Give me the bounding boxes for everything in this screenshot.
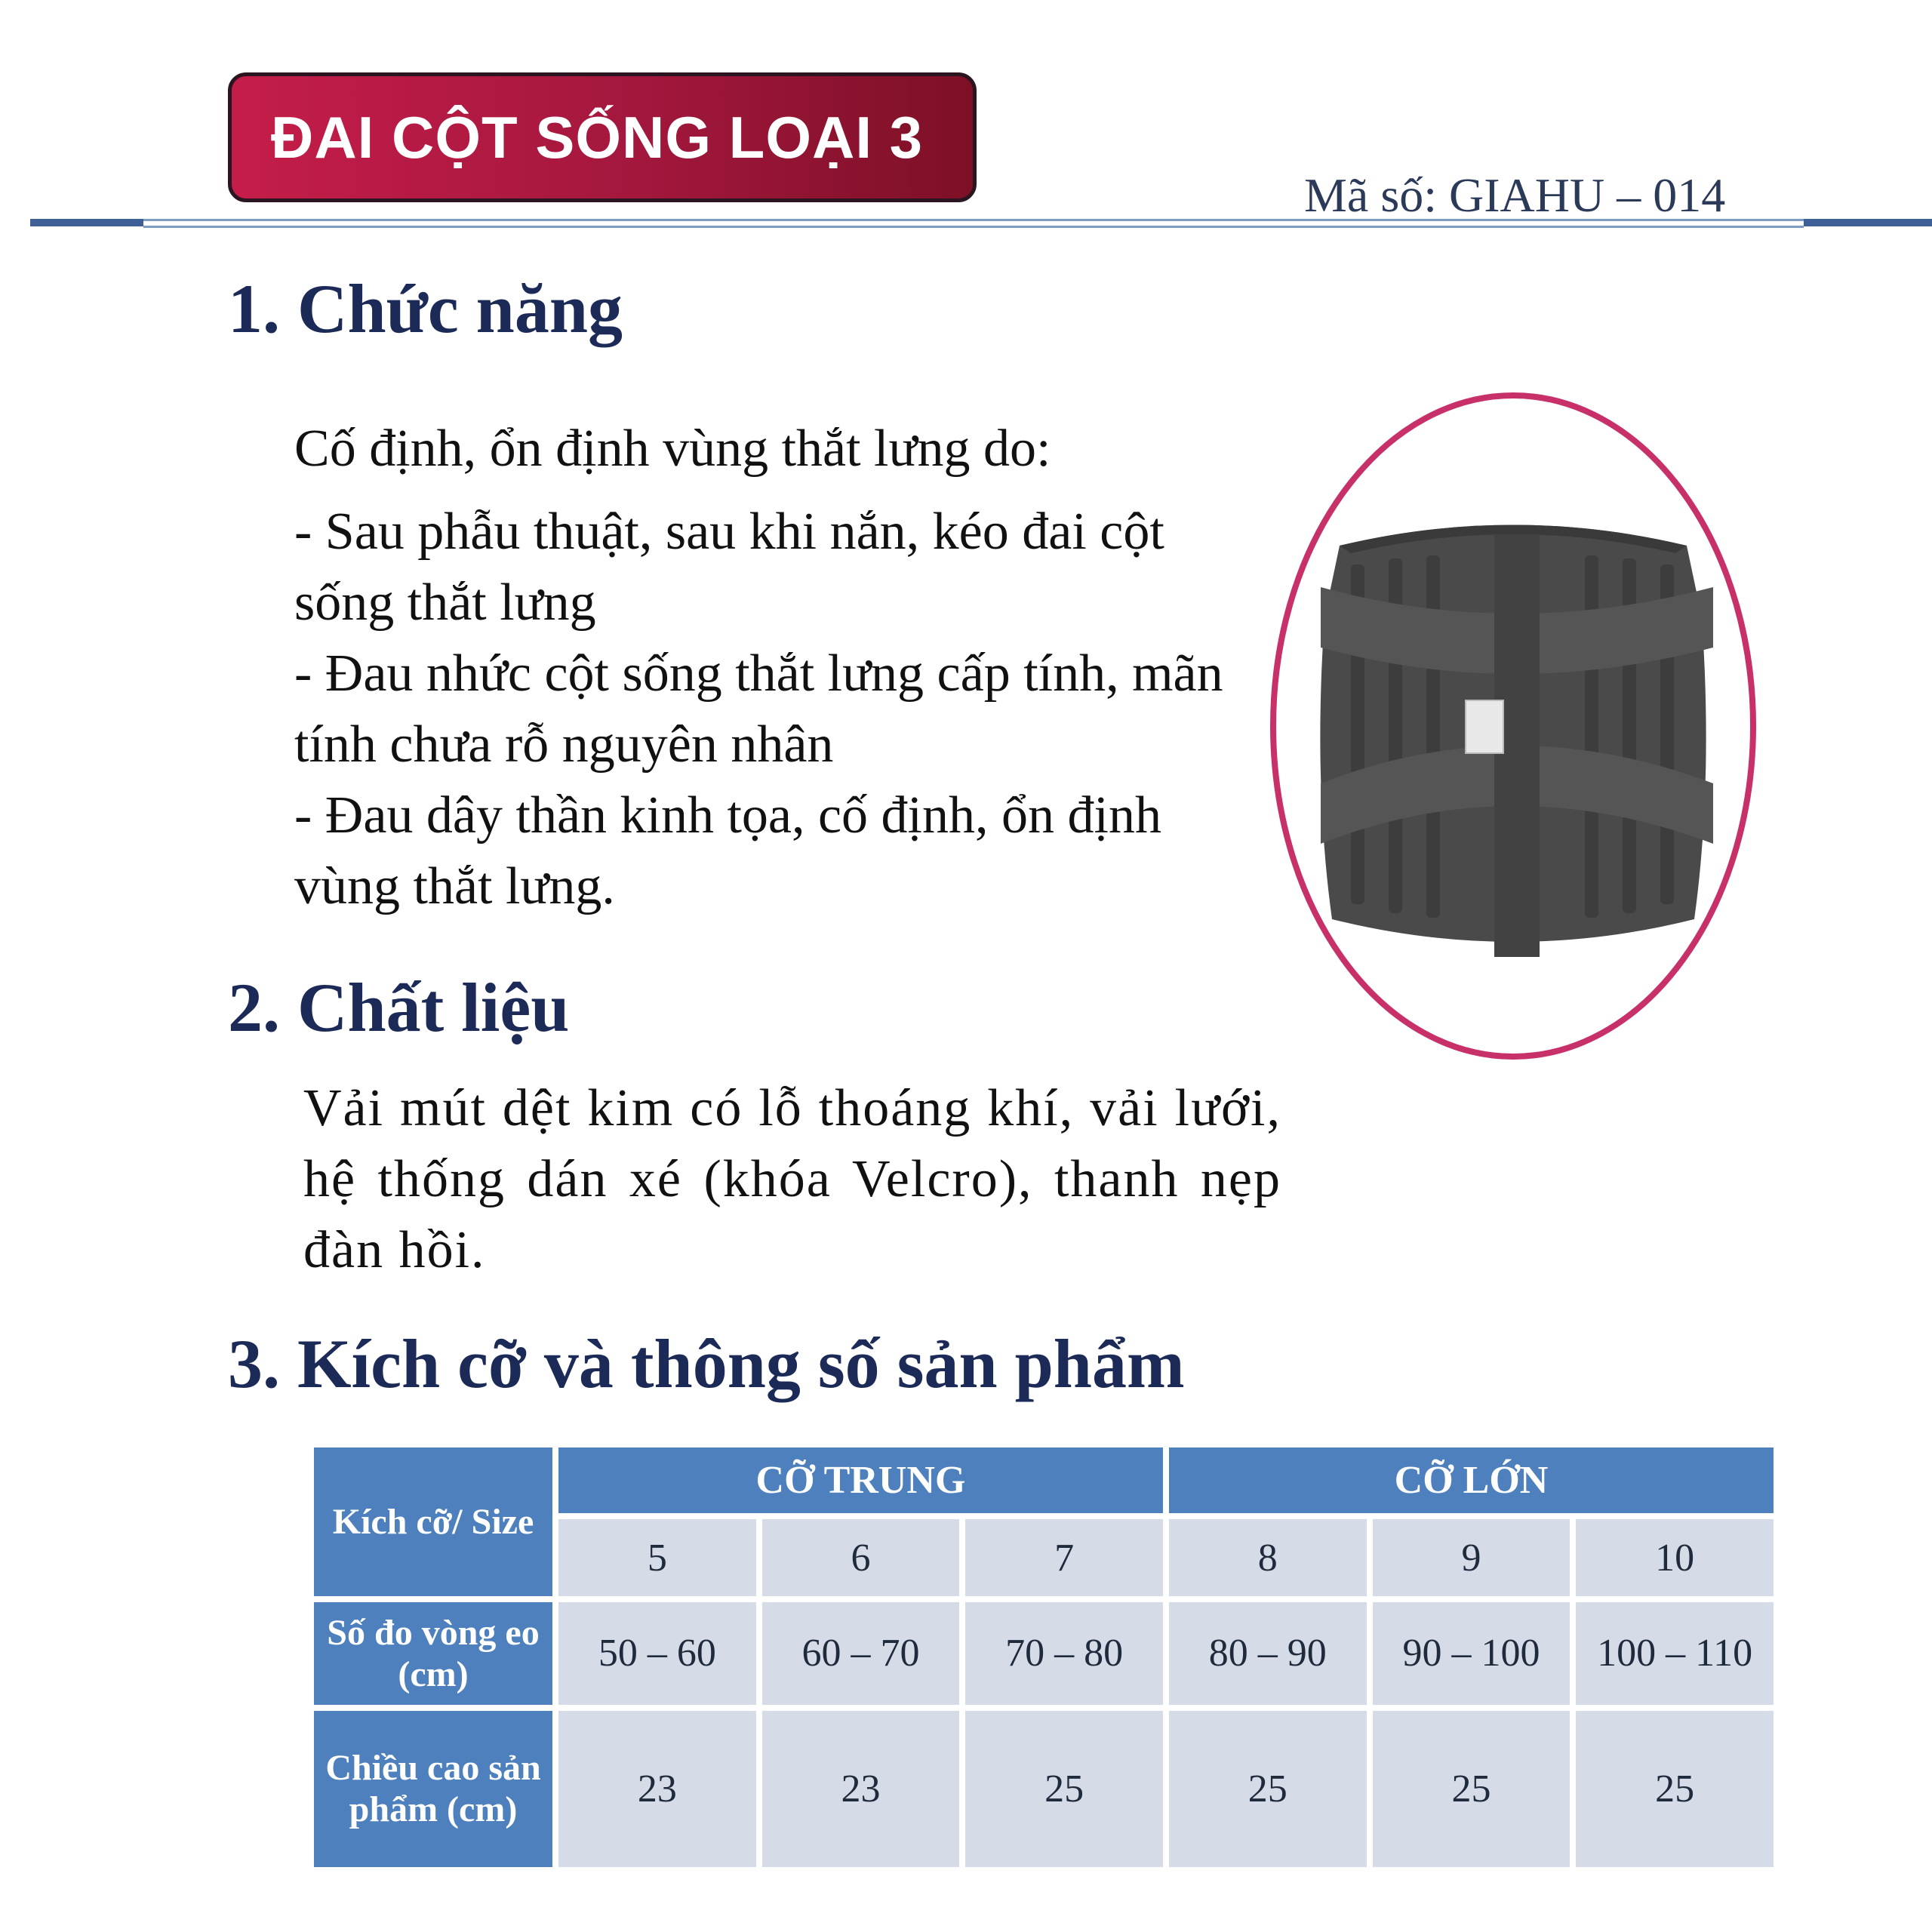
table-cell: 25 bbox=[965, 1711, 1163, 1867]
function-list bbox=[294, 497, 1238, 922]
group-medium: CỠ TRUNG bbox=[558, 1447, 1163, 1513]
table-cell: 70 – 80 bbox=[965, 1602, 1163, 1705]
size-cell: 9 bbox=[1373, 1519, 1571, 1596]
header-rule-left bbox=[30, 219, 143, 226]
function-item: - Đau nhức cột sống thắt lưng cấp tính, mãn tính chưa rỗ nguyên nhân bbox=[294, 645, 1223, 774]
size-cell: 6 bbox=[762, 1519, 960, 1596]
table-cell: 80 – 90 bbox=[1169, 1602, 1367, 1705]
row-label-waist: Số đo vòng eo (cm) bbox=[314, 1602, 552, 1705]
table-cell: 25 bbox=[1169, 1711, 1367, 1867]
table-cell: 50 – 60 bbox=[558, 1602, 756, 1705]
belt-label-tag bbox=[1466, 700, 1503, 753]
table-row bbox=[314, 1711, 1774, 1867]
size-cell: 7 bbox=[965, 1519, 1163, 1596]
material-body bbox=[303, 1073, 1281, 1286]
function-item: - Sau phẫu thuật, sau khi nắn, kéo đai cột sống thắt lưng bbox=[294, 503, 1164, 632]
product-photo bbox=[1268, 391, 1758, 1061]
table-cell: 23 bbox=[762, 1711, 960, 1867]
function-body bbox=[294, 414, 1275, 485]
header-rule bbox=[143, 219, 1804, 228]
function-item: - Đau dây thần kinh tọa, cố định, ổn định vùng thắt lưng. bbox=[294, 786, 1161, 915]
table-cell: 90 – 100 bbox=[1373, 1602, 1571, 1705]
group-large: CỠ LỚN bbox=[1169, 1447, 1774, 1513]
product-code: Mã số: GIAHU – 014 bbox=[1304, 168, 1726, 222]
size-table bbox=[308, 1441, 1780, 1873]
table-cell: 25 bbox=[1576, 1711, 1774, 1867]
size-cell: 5 bbox=[558, 1519, 756, 1596]
table-cell: 60 – 70 bbox=[762, 1602, 960, 1705]
function-intro: Cố định, ổn định vùng thắt lưng do: bbox=[294, 420, 1051, 478]
row-label-height: Chiều cao sản phẩm (cm) bbox=[314, 1711, 552, 1867]
size-cell: 8 bbox=[1169, 1519, 1367, 1596]
table-cell: 100 – 110 bbox=[1576, 1602, 1774, 1705]
size-heading: 3. Kích cỡ và thông số sản phẩm bbox=[228, 1325, 1185, 1402]
table-cell: 25 bbox=[1373, 1711, 1571, 1867]
material-heading: 2. Chất liệu bbox=[228, 969, 570, 1046]
size-corner-label: Kích cỡ/ Size bbox=[314, 1447, 552, 1596]
title-badge bbox=[228, 72, 977, 202]
header-rule-right bbox=[1804, 219, 1932, 226]
page-title: ĐAI CỘT SỐNG LOẠI 3 bbox=[271, 103, 924, 171]
size-cell: 10 bbox=[1576, 1519, 1774, 1596]
material-text: Vải mút dệt kim có lỗ thoáng khí, vải lưới, hệ thống dán xé (khóa Velcro), thanh nẹp đàn hồi. bbox=[303, 1079, 1281, 1279]
table-row bbox=[314, 1602, 1774, 1705]
function-heading: 1. Chức năng bbox=[228, 270, 623, 347]
table-cell: 23 bbox=[558, 1711, 756, 1867]
